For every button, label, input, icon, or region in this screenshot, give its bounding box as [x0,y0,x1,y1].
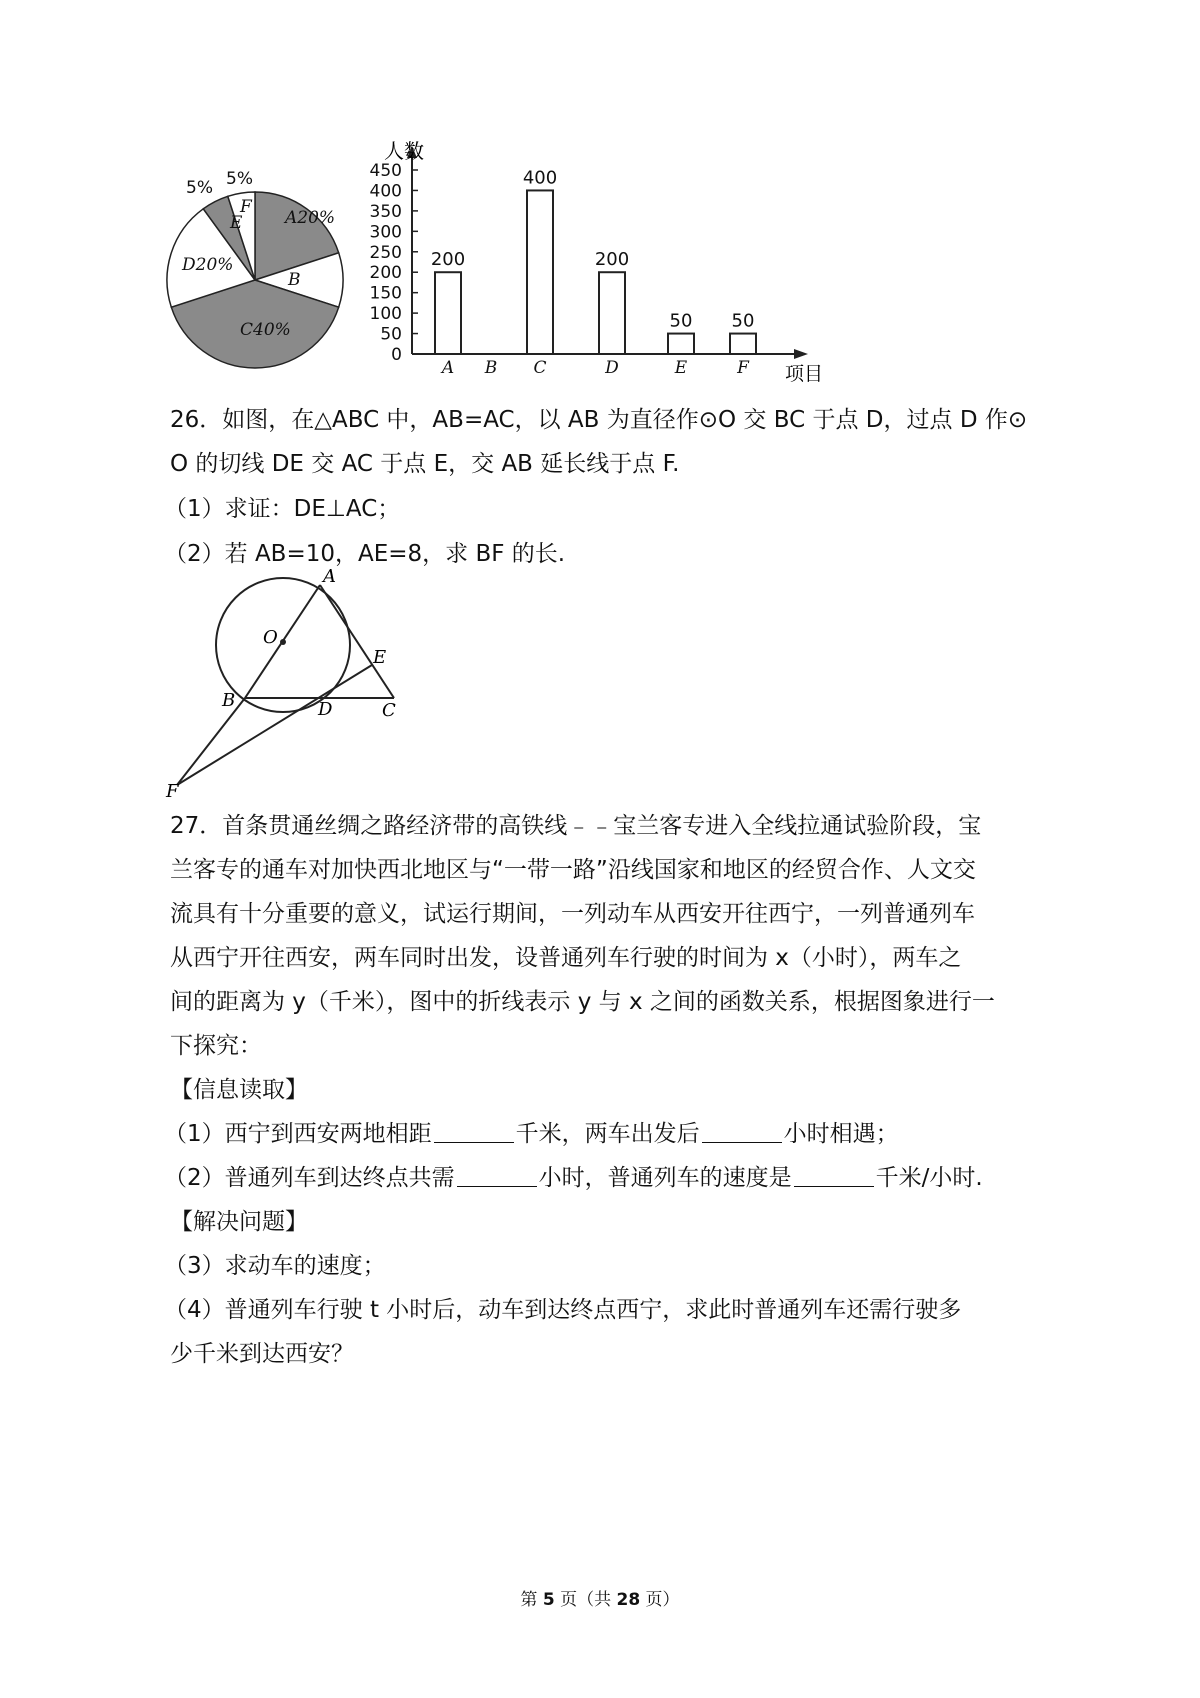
label-d: D [318,699,333,720]
y-tick-label-9: 450 [370,161,402,181]
pie-outside-label-1: 5% [226,169,253,189]
q26-part2: （2）若 AB=10，AE=8，求 BF 的长. [164,541,566,567]
bar-data-label-F: 50 [731,310,755,332]
q27-part1-b: 千米，两车出发后 [515,1121,700,1147]
geometry-figure [160,565,420,805]
q27-line-6: 下探究： [170,1033,262,1059]
q27-part2-b: 小时，普通列车的速度是 [538,1165,792,1191]
q27-line-5: 间的距离为 y（千米），图中的折线表示 y 与 x 之间的函数关系，根据图象进行一 [170,989,995,1015]
x-axis-arrow [794,349,808,359]
pie-chart [160,160,350,380]
x-tick-label-F: F [737,358,749,378]
footer-total-pages: 28 [616,1590,641,1610]
pie-label-4: E [230,213,243,233]
y-tick-label-4: 200 [370,263,402,284]
q27-part2-a: （2）普通列车到达终点共需 [164,1165,455,1191]
q27-line-2: 兰客专的通车对加快西北地区与“一带一路”沿线国家和地区的经贸合作、人文交 [170,857,976,883]
pie-label-0: A20% [285,208,336,228]
label-b: B [222,690,236,711]
q27-part4-line1: （4）普通列车行驶 t 小时后，动车到达终点西宁，求此时普通列车还需行驶多 [164,1297,962,1323]
y-tick-label-8: 400 [370,181,402,202]
q27-line-1: 27．首条贯通丝绸之路经济带的高铁线﹣﹣宝兰客专进入全线拉通试验阶段，宝 [170,813,982,839]
y-axis-label: 人数 [384,139,424,163]
y-tick-label-6: 300 [370,222,402,243]
blank-2[interactable] [702,1122,782,1143]
blank-4[interactable] [794,1166,874,1187]
footer-mid: 页（共 [554,1590,617,1610]
y-tick-label-3: 150 [370,283,402,304]
bar-E [668,334,694,354]
label-e: E [373,647,387,668]
pie-label-5: F [240,197,252,217]
label-c: C [382,700,396,721]
y-tick-label-2: 100 [370,304,402,325]
q27-part2 [164,1164,983,1192]
bar-chart [370,130,840,385]
y-tick-label-1: 50 [380,324,402,345]
footer-post: 页） [640,1590,680,1610]
segment-bf [177,698,245,785]
q27-part4-line2: 少千米到达西安？ [170,1341,354,1367]
q27-part1 [164,1120,899,1148]
bar-A [435,272,461,354]
blank-3[interactable] [457,1166,537,1187]
bar-F [730,334,756,354]
bar-chart-ticks [370,161,418,365]
q26-line1: 26．如图，在△ABC 中，AB=AC，以 AB 为直径作⊙O 交 BC 于点 D，过点 D 作⊙ [170,407,1028,433]
center-point [280,639,286,645]
footer-page-number: 5 [542,1590,555,1610]
q27-block [164,812,995,1372]
y-tick-label-5: 250 [370,242,402,263]
bar-chart-bars [431,167,756,378]
q26-part1: （1）求证：DE⊥AC； [164,496,401,522]
q27-section-solve: 【解决问题】 [170,1209,308,1235]
x-tick-label-A: A [441,358,455,378]
label-f: F [166,781,179,802]
pie-label-1: B [288,270,301,290]
x-tick-label-B: B [484,358,498,378]
label-o: O [263,627,278,648]
bar-data-label-D: 200 [594,249,630,271]
q27-part1-c: 小时相遇； [783,1121,899,1147]
bar-data-label-E: 50 [669,310,693,332]
q27-part3: （3）求动车的速度； [164,1253,386,1279]
pie-outside-label-0: 5% [186,178,213,198]
q27-line-3: 流具有十分重要的意义，试运行期间，一列动车从西安开往西宁，一列普通列车 [170,901,975,927]
x-tick-label-C: C [533,358,547,378]
pie-label-3: D20% [182,255,234,275]
bar-C [527,190,553,354]
segment-ac [320,585,394,698]
bar-D [599,272,625,354]
q27-part1-a: （1）西宁到西安两地相距 [164,1121,432,1147]
blank-1[interactable] [434,1122,514,1143]
q26-line2: O 的切线 DE 交 AC 于点 E，交 AB 延长线于点 F. [170,451,680,477]
bar-data-label-A: 200 [430,249,466,271]
y-tick-label-0: 0 [391,345,402,365]
x-tick-label-D: D [605,358,619,378]
q27-part2-c: 千米/小时. [875,1165,983,1191]
q27-section-info: 【信息读取】 [170,1077,308,1103]
tangent-fe [177,665,372,785]
y-tick-label-7: 350 [370,201,402,222]
x-axis-label: 项目 [785,363,824,385]
q27-line-4: 从西宁开往西安，两车同时出发，设普通列车行驶的时间为 x（小时），两车之 [170,945,962,971]
bar-data-label-C: 400 [522,167,558,189]
pie-label-2: C40% [240,320,291,340]
x-tick-label-E: E [674,358,688,378]
page-footer [0,1585,1200,1610]
footer-pre: 第 [520,1590,543,1610]
label-a: A [323,566,336,587]
